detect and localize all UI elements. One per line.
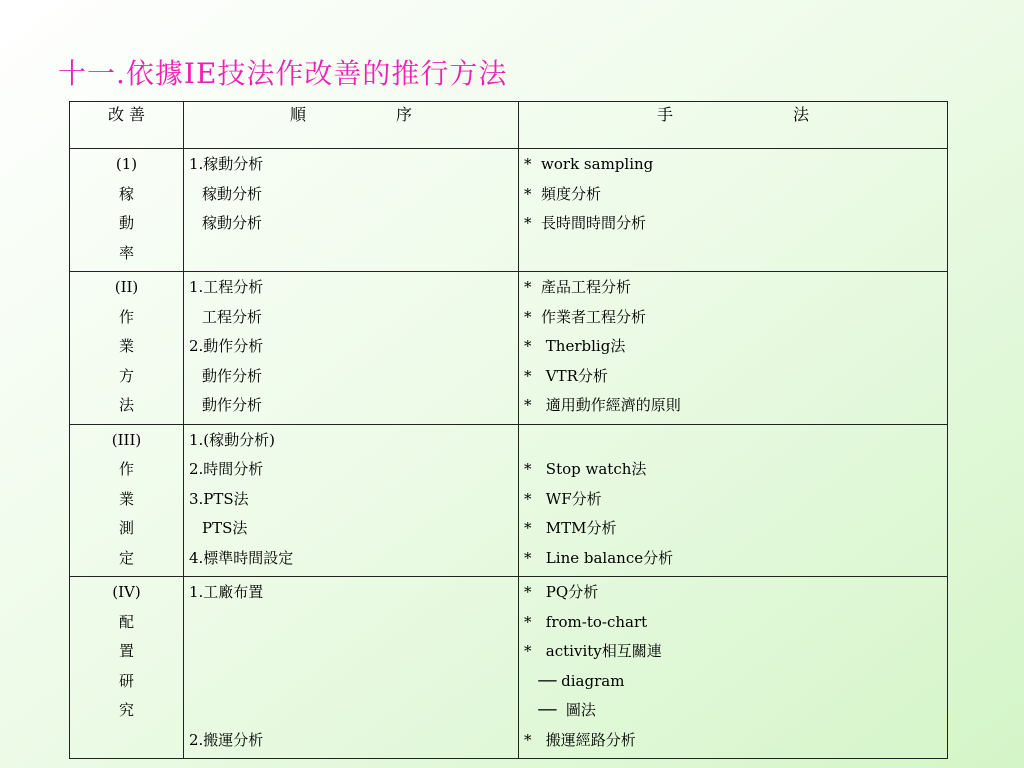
improvement-category-cell [70, 424, 184, 577]
method-cell [519, 149, 948, 272]
category-label-line: 率 [118, 243, 134, 262]
method-item: * 頻度分析 [524, 184, 602, 203]
method-item: * Stop watch法 [524, 460, 647, 478]
category-label-line: 方 [118, 366, 134, 385]
header-sequence [184, 102, 519, 149]
sequence-cell [184, 424, 519, 577]
header-sequence-char-2: 序 [396, 105, 413, 124]
sequence-step: 動作分析 [202, 396, 263, 414]
category-label-line: 配 [118, 612, 134, 631]
method-item: * 產品工程分析 [524, 278, 632, 296]
method-item: * PQ分析 [524, 583, 599, 601]
table-row [70, 577, 948, 759]
category-label-line: 稼 [118, 184, 134, 203]
method-item: * 作業者工程分析 [524, 307, 647, 326]
method-cell [519, 272, 948, 425]
category-label-line: 動 [118, 214, 134, 232]
category-label-line: 置 [118, 642, 134, 660]
category-label-line: (IV) [112, 583, 141, 601]
sequence-step: 1.工廠布置 [189, 583, 264, 601]
category-label-line: 測 [118, 519, 134, 537]
category-label-line: 法 [118, 396, 134, 414]
category-label-line: 業 [118, 489, 134, 508]
method-item: * Therblig法 [524, 337, 626, 355]
sequence-step: 稼動分析 [202, 214, 263, 232]
method-item [519, 242, 947, 272]
sequence-step: 2.動作分析 [189, 337, 264, 355]
improvement-category-cell [70, 272, 184, 425]
table-row [70, 272, 948, 425]
method-item: * Line balance分析 [524, 548, 674, 567]
header-improvement: 改 善 [70, 102, 184, 149]
category-label-line: 研 [118, 671, 134, 690]
improvement-category-cell [70, 577, 184, 759]
sequence-step: 稼動分析 [202, 184, 263, 203]
header-method-char-2: 法 [793, 105, 810, 124]
slide-title: 十一.依據IE技法作改善的推行方法 [58, 57, 508, 90]
improvement-methods-table [69, 101, 948, 759]
method-item [519, 429, 947, 459]
category-label-line: 定 [118, 548, 134, 567]
method-item: * 適用動作經濟的原則 [524, 396, 681, 414]
sequence-step [184, 640, 518, 670]
sequence-step [184, 611, 518, 641]
sequence-step: 工程分析 [202, 307, 263, 326]
sequence-step: 1.工程分析 [189, 278, 264, 296]
header-sequence-char-1: 順 [289, 105, 306, 124]
method-item: * from-to-chart [524, 612, 648, 631]
sequence-step [184, 670, 518, 700]
category-label-line: (II) [114, 278, 139, 296]
sequence-step: 2.搬運分析 [189, 730, 264, 749]
category-label-line: (III) [111, 430, 142, 449]
category-label-line [70, 729, 183, 759]
sequence-cell [184, 577, 519, 759]
sequence-step [184, 699, 518, 729]
method-item: * 搬運經路分析 [524, 730, 636, 749]
method-item: * activity相互關連 [524, 642, 662, 660]
sequence-cell [184, 272, 519, 425]
table-header-row [70, 102, 948, 149]
improvement-category-cell [70, 149, 184, 272]
table-row [70, 424, 948, 577]
method-item: ── 圖法 [524, 701, 596, 719]
method-item: * 長時間時間分析 [524, 214, 647, 232]
category-label-line: 作 [118, 307, 134, 326]
category-label-line: (1) [115, 155, 138, 173]
header-method-char-1: 手 [656, 105, 673, 124]
method-cell [519, 424, 948, 577]
sequence-step: 3.PTS法 [189, 489, 249, 508]
method-item: * work sampling [524, 155, 654, 173]
category-label-line: 究 [118, 701, 134, 719]
sequence-step: 2.時間分析 [189, 460, 264, 478]
sequence-step: 1.稼動分析 [189, 155, 264, 173]
sequence-step: PTS法 [202, 519, 248, 537]
sequence-cell [184, 149, 519, 272]
method-item: * VTR分析 [524, 366, 608, 385]
method-cell [519, 577, 948, 759]
sequence-step: 4.標準時間設定 [189, 548, 294, 567]
sequence-step: 動作分析 [202, 366, 263, 385]
sequence-step: 1.(稼動分析) [189, 430, 276, 449]
table-row [70, 149, 948, 272]
method-item: * WF分析 [524, 489, 602, 508]
category-label-line: 作 [118, 460, 134, 478]
category-label-line: 業 [118, 337, 134, 355]
sequence-step [184, 242, 518, 272]
header-method [519, 102, 948, 149]
method-item: ── diagram [524, 671, 625, 690]
method-item: * MTM分析 [524, 519, 617, 537]
